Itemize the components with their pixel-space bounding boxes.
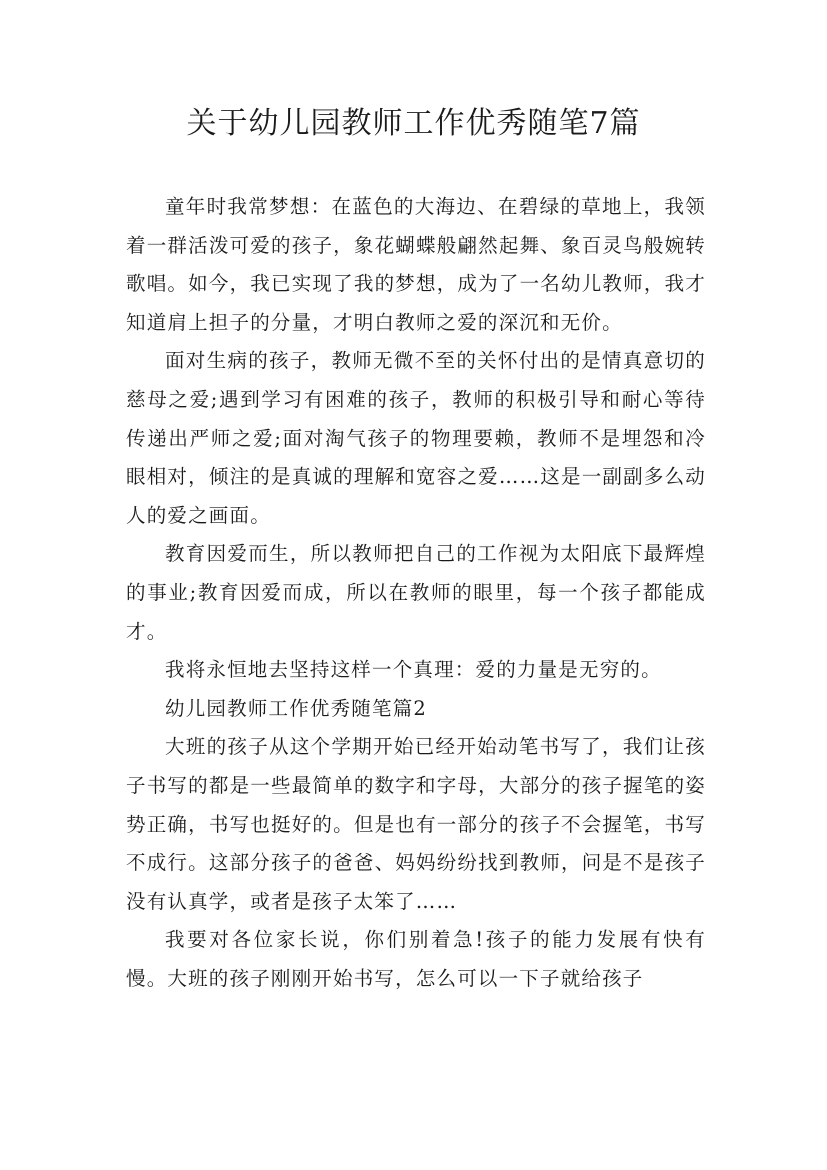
document-title: 关于幼儿园教师工作优秀随笔7篇 [186, 106, 641, 141]
paragraph-writing-practice: 大班的孩子从这个学期开始已经开始动笔书写了，我们让孩子书写的都是一些最简单的数字和字母，大部分的孩子握笔的姿势正确，书写也挺好的。但是也有一部分的孩子不会握笔，书写不成行。这部分孩子的爸爸、妈妈纷纷找到教师，问是不是孩子没有认真学，或者是孩子太笨了…… [126, 735, 706, 913]
paragraph-teacher-love: 面对生病的孩子，教师无微不至的关怀付出的是情真意切的慈母之爱;遇到学习有困难的孩子，教师的积极引导和耐心等待传递出严师之爱;面对淘气孩子的物理要赖，教师不是埋怨和冷眼相对，倾注的是真诚的理解和宽容之爱……这是一副副多么动人的爱之画面。 [126, 349, 706, 527]
paragraph-childhood-dream: 童年时我常梦想：在蓝色的大海边、在碧绿的草地上，我领着一群活泼可爱的孩子，象花蝴蝶般翩然起舞、象百灵鸟般婉转歌唱。如今，我已实现了我的梦想，成为了一名幼儿教师，我才知道肩上担子的分量，才明白教师之爱的深沉和无价。 [126, 195, 706, 334]
document-body [126, 188, 706, 998]
paragraph-parents-advice: 我要对各位家长说，你们别着急!孩子的能力发展有快有慢。大班的孩子刚刚开始书写，怎么可以一下子就给孩子 [126, 928, 706, 990]
paragraph-truth: 我将永恒地去坚持这样一个真理：爱的力量是无穷的。 [165, 658, 662, 682]
paragraph-education-love: 教育因爱而生，所以教师把自己的工作视为太阳底下最辉煌的事业;教育因爱而成，所以在教师的眼里，每一个孩子都能成才。 [126, 542, 706, 643]
section-heading-essay-2: 幼儿园教师工作优秀随笔篇2 [165, 696, 428, 720]
